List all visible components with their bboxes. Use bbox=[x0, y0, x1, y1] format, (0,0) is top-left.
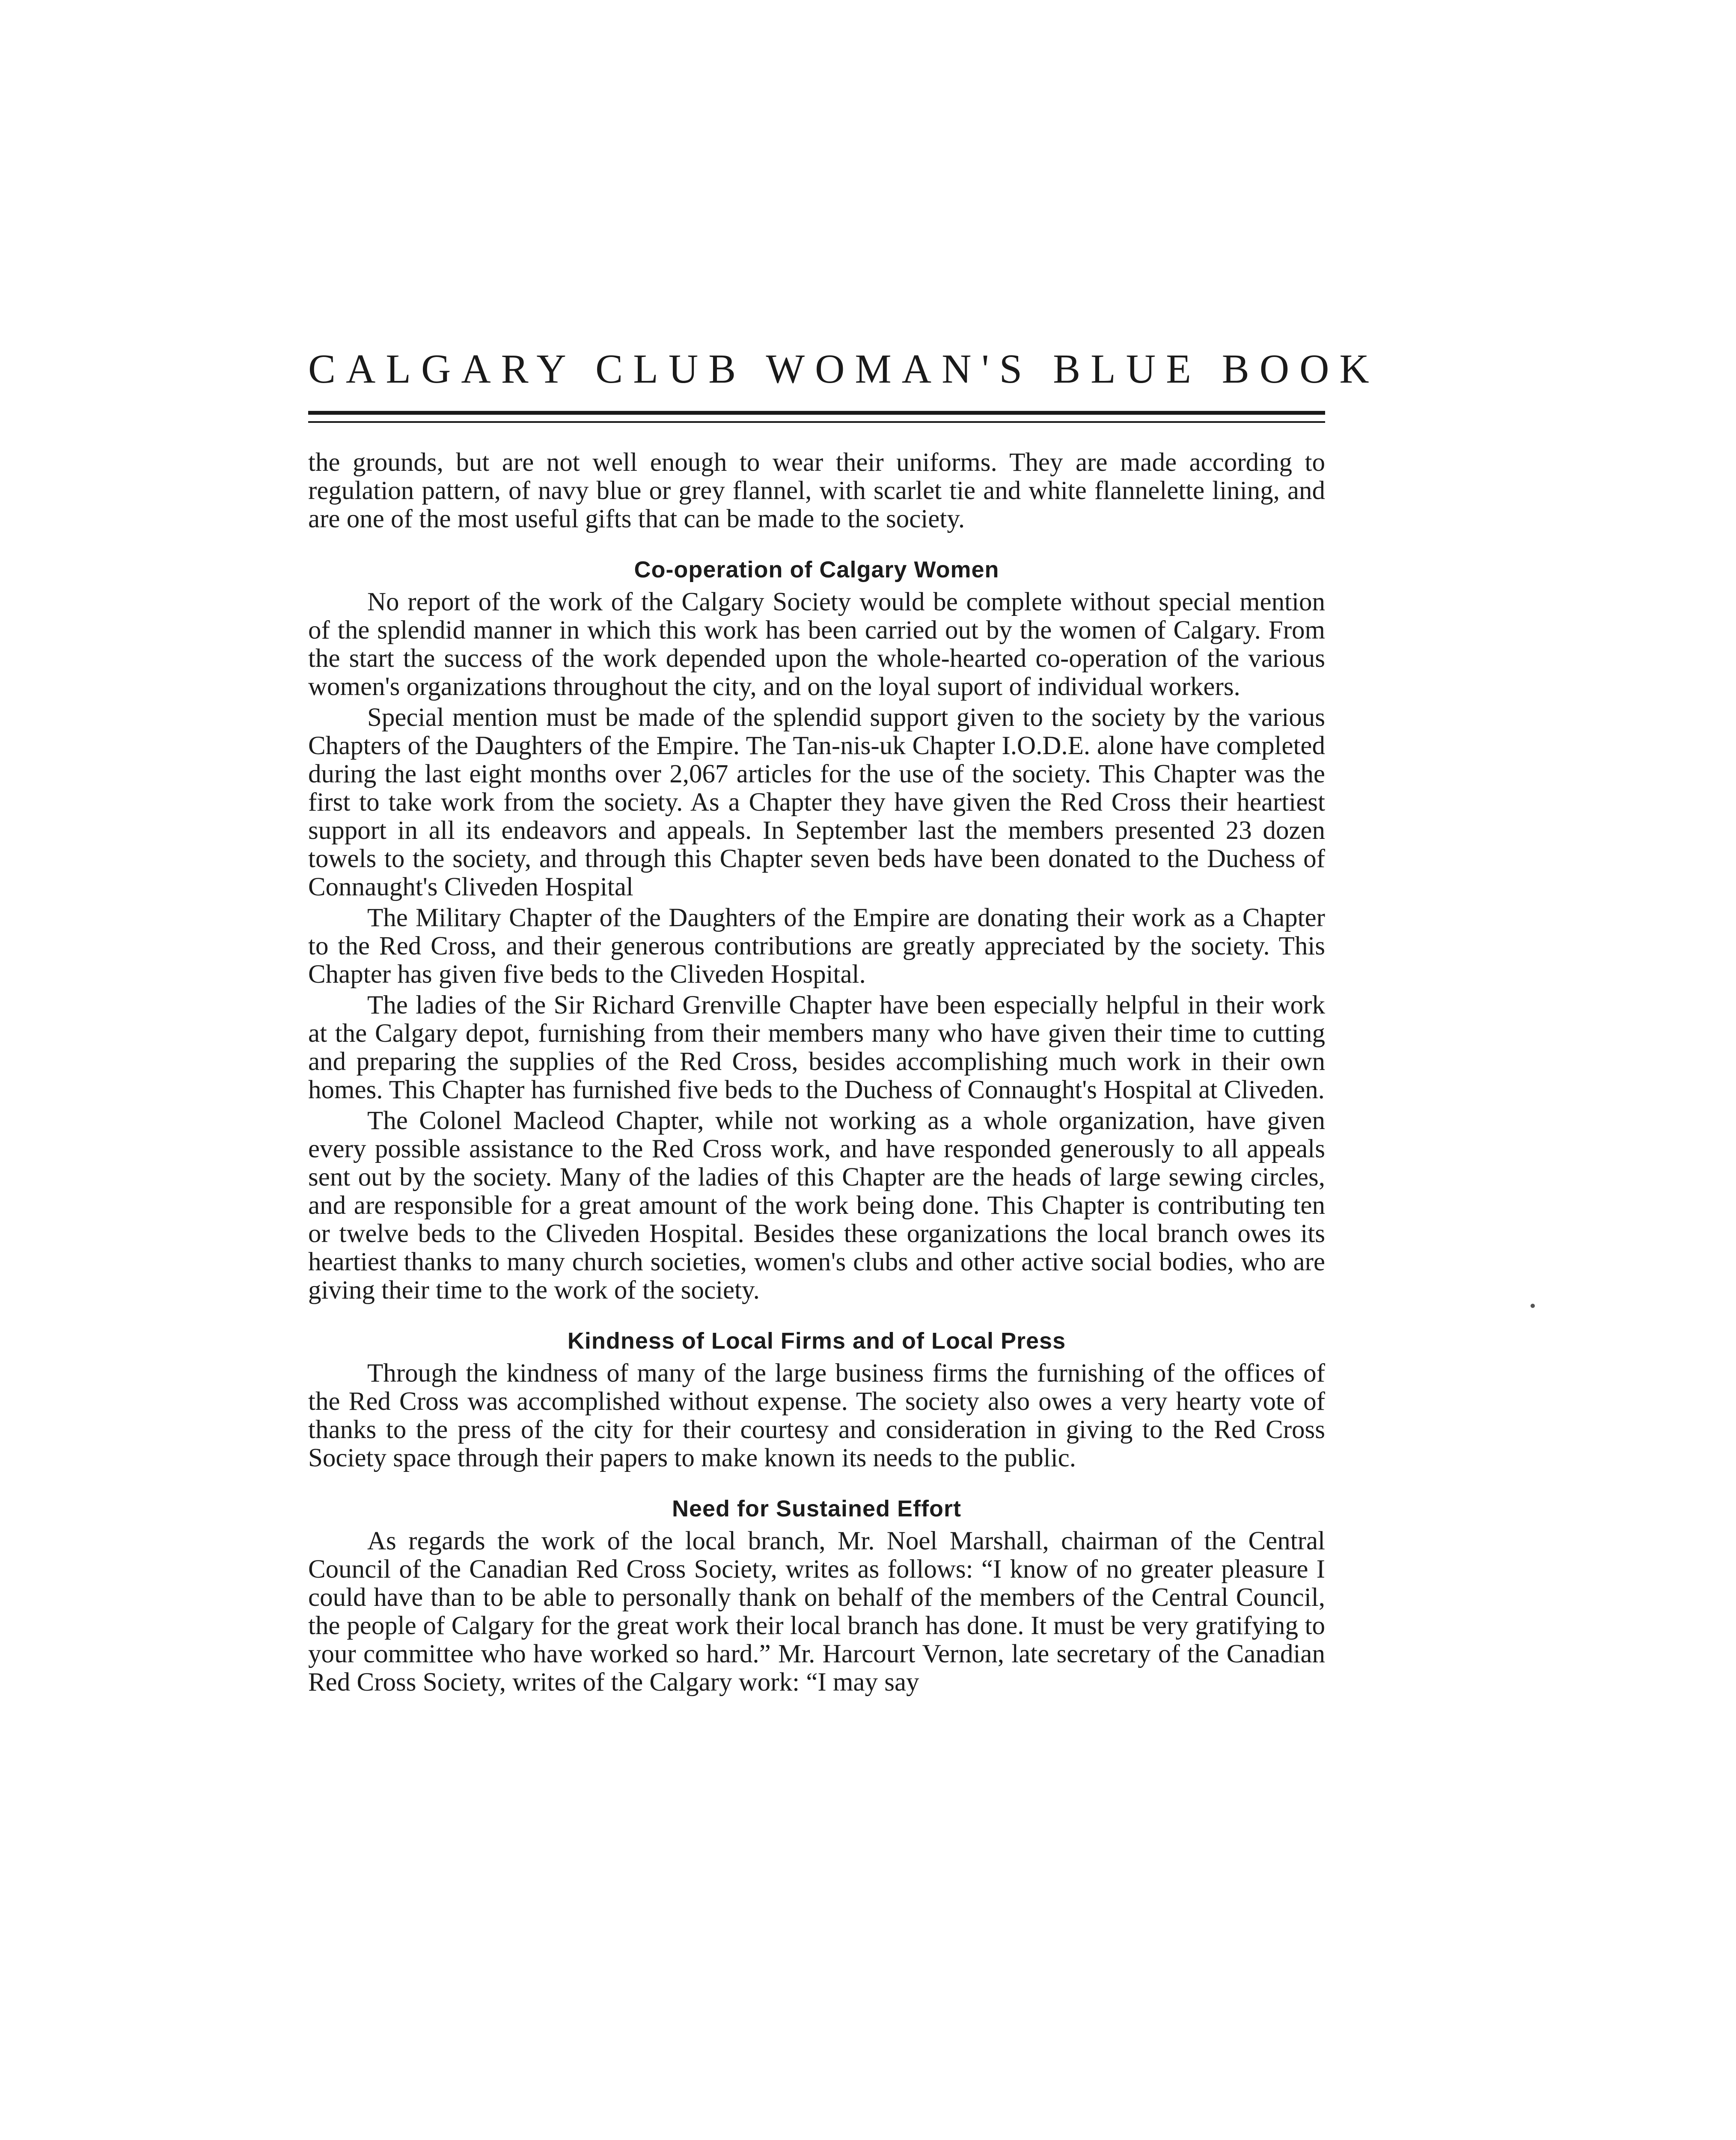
section-heading-kindness: Kindness of Local Firms and of Local Press bbox=[567, 1328, 1066, 1354]
paragraph: Through the kindness of many of the large business firms the furnishing of the offices of the Red Cross was accomplished without expense. The society also owes a very hearty vote of thanks to the press of the city for their courtesy and consideration in giving to the Red Cross Society space through their papers to make known its needs to the public. bbox=[308, 1359, 1325, 1472]
section-heading-sustained-effort: Need for Sustained Effort bbox=[672, 1496, 962, 1522]
paragraph: The ladies of the Sir Richard Grenville Chapter have been especially helpful in their work at the Calgary depot, furnishing from their members many who have given their time to cutting and preparing the supplies of the Red Cross, besides accomplishing much work in their own homes. This Chapter has furnished five beds to the Duchess of Connaught's Hospital at Cliveden. bbox=[308, 991, 1325, 1104]
header-rule-thin bbox=[308, 421, 1325, 423]
section-heading-cooperation: Co-operation of Calgary Women bbox=[634, 557, 999, 583]
paragraph: Special mention must be made of the splendid support given to the society by the various Chapters of the Daughters of the Empire. The Tan-nis-uk Chapter I.O.D.E. alone have completed during the last eight months over 2,067 articles for the use of the society. This Chapter was the first to take work from the society. As a Chapter they have given the Red Cross their heartiest support in all its endeavors and appeals. In September last the members presented 23 dozen towels to the society, and through this Chapter seven beds have been donated to the Duchess of Connaught's Cliveden Hospital bbox=[308, 703, 1325, 901]
body-text bbox=[308, 449, 1325, 1697]
intro-paragraph: the grounds, but are not well enough to wear their uniforms. They are made according to regulation pattern, of navy blue or grey flannel, with scarlet tie and white flannelette lining, and are one of the most useful gifts that can be made to the society. bbox=[308, 448, 1325, 533]
paragraph: The Colonel Macleod Chapter, while not working as a whole organization, have given every possible assistance to the Red Cross work, and have responded generously to all appeals sent out by the society. Many of the ladies of this Chapter are the heads of large sewing circles, and are responsible for a great amount of the work being done. This Chapter is contributing ten or twelve beds to the Cliveden Hospital. Besides these organizations the local branch owes its heartiest thanks to many church societies, women's clubs and other active social bodies, who are giving their time to the work of the society. bbox=[308, 1106, 1325, 1305]
paragraph: As regards the work of the local branch, Mr. Noel Marshall, chairman of the Central Council of the Canadian Red Cross Society, writes as follows: “I know of no greater pleasure I could have than to be able to personally thank on behalf of the members of the Central Council, the people of Calgary for the great work their local branch has done. It must be very gratifying to your committee who have worked so hard.” Mr. Harcourt Vernon, late secretary of the Canadian Red Cross Society, writes of the Calgary work: “I may say bbox=[308, 1527, 1325, 1697]
header-rule-thick bbox=[308, 411, 1325, 415]
print-speck bbox=[1531, 1304, 1535, 1308]
paragraph: No report of the work of the Calgary Society would be complete without special mention of the splendid manner in which this work has been carried out by the women of Calgary. From the start the success of the work depended upon the whole-hearted co-operation of the various women's organizations throughout the city, and on the loyal suport of individual workers. bbox=[308, 588, 1325, 701]
paragraph: The Military Chapter of the Daughters of the Empire are donating their work as a Chapter to the Red Cross, and their generous contributions are greatly appreciated by the society. This Chapter has given five beds to the Cliveden Hospital. bbox=[308, 904, 1325, 989]
running-title: CALGARY CLUB WOMAN'S BLUE BOOK bbox=[308, 346, 1379, 392]
